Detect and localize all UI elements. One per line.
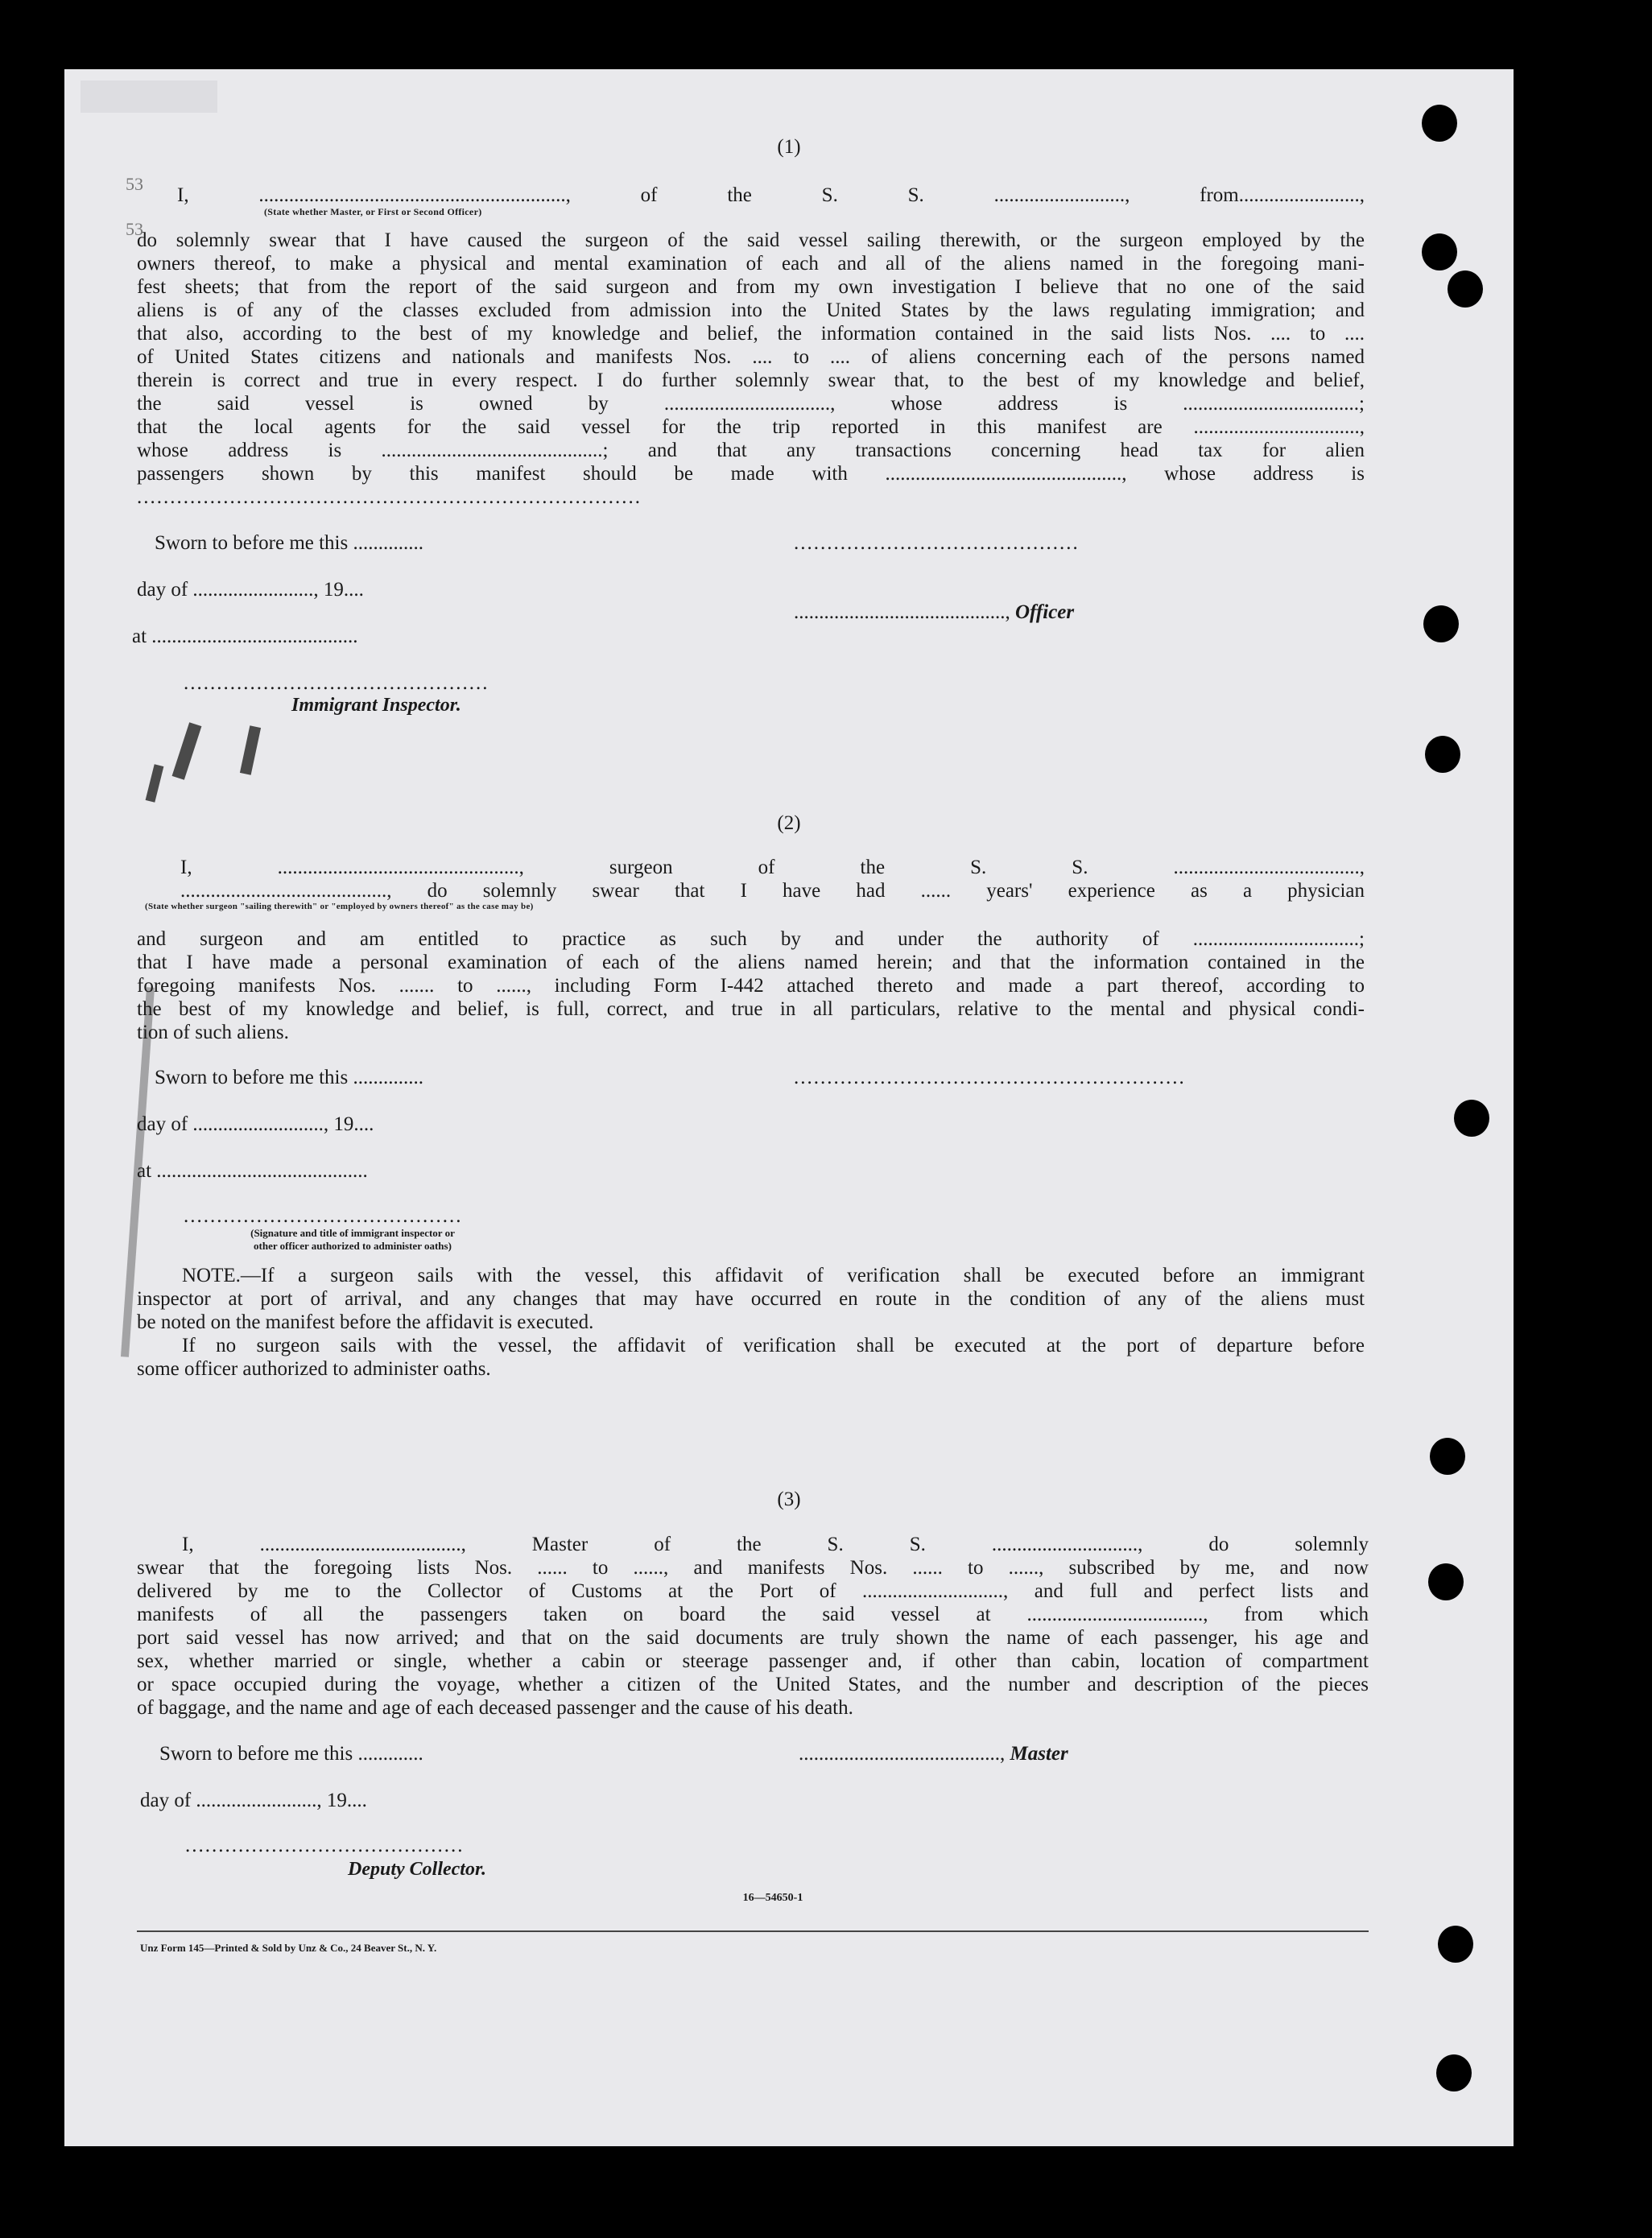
s1-line: owners thereof, to make a physical and mental examination of each and all of the aliens named in the foregoing mani- bbox=[137, 253, 1365, 275]
note-line: NOTE.—If a surgeon sails with the vessel, this affidavit of verification shall be executed before an immigrant bbox=[182, 1265, 1365, 1286]
s3-line: port said vessel has now arrived; and that on the said documents are truly shown the name of each passenger, his age and bbox=[137, 1627, 1369, 1649]
section-1-number: (1) bbox=[777, 136, 801, 158]
section-2-sub-caption: (State whether surgeon "sailing therewith" or "employed by owners thereof" as the case may be) bbox=[145, 902, 534, 911]
s1-line: whose address is ............................................; and that any transactions concerning head tax for alien bbox=[137, 440, 1365, 461]
section-2-at: at .......................................... bbox=[137, 1160, 368, 1182]
s1-line: fest sheets; that from the report of the said surgeon and from my own investigation I believe that no one of the said bbox=[137, 276, 1365, 298]
s3-line: I, ........................................, Master of the S. S. ............................., do solemnly bbox=[182, 1534, 1369, 1555]
officer-dots: .........................................., bbox=[794, 601, 1015, 623]
ink-smudge bbox=[172, 722, 202, 780]
s2-line: the best of my knowledge and belief, is full, correct, and true in all particulars, relative to the mental and physical condi- bbox=[137, 998, 1365, 1020]
s1-line: aliens is of any of the classes excluded from admission into the United States by the laws regulating immigration; and bbox=[137, 299, 1365, 321]
s2-line: tion of such aliens. bbox=[137, 1022, 289, 1043]
section-3-sworn: Sworn to before me this ............. bbox=[159, 1743, 423, 1765]
punch-hole bbox=[1423, 605, 1459, 642]
punch-hole bbox=[1430, 1438, 1465, 1475]
punch-hole bbox=[1428, 1563, 1464, 1600]
s1-line: the said vessel is owned by ................................., whose address is ...................................; bbox=[137, 393, 1365, 415]
section-1-day: day of ........................, 19.... bbox=[137, 579, 364, 601]
s2-line: and surgeon and am entitled to practice as such by and under the authority of .................................; bbox=[137, 928, 1365, 950]
s3-line: delivered by me to the Collector of Customs at the Port of ............................, and full and perfect lists and bbox=[137, 1580, 1369, 1602]
s1-line: therein is correct and true in every respect. I do further solemnly swear that, to the best of my knowledge and belief, bbox=[137, 370, 1365, 391]
ink-smudge bbox=[240, 725, 261, 775]
section-1-signature-dots: .............................................. bbox=[184, 672, 489, 694]
s1-line: do solemnly swear that I have caused the surgeon of the said vessel sailing therewith, or the surgeon employed by the bbox=[137, 229, 1365, 251]
punch-hole bbox=[1448, 270, 1483, 308]
s2-line: foregoing manifests Nos. ....... to ......, including Form I-442 attached thereto and made a part thereof, according to bbox=[137, 975, 1365, 997]
punch-hole bbox=[1425, 736, 1460, 773]
note-line: If no surgeon sails with the vessel, the affidavit of verification shall be executed at the port of departure before bbox=[182, 1335, 1365, 1356]
section-2-line-2: ........................................., do solemnly swear that I have had ...... years' experience as a physician bbox=[180, 880, 1365, 902]
note-line: some officer authorized to administer oaths. bbox=[137, 1358, 491, 1380]
section-3-number: (3) bbox=[777, 1489, 801, 1510]
form-code: 16—54650-1 bbox=[742, 1892, 803, 1904]
document-page bbox=[64, 69, 1514, 2146]
s1-line-dots: ............................................................................ bbox=[137, 486, 642, 508]
punch-hole bbox=[1454, 1100, 1489, 1137]
s3-line: sex, whether married or single, whether a cabin or steerage passenger and, if other than cabin, location of compartment bbox=[137, 1650, 1369, 1672]
margin-mark-2: 53 bbox=[126, 219, 143, 239]
faint-stamp bbox=[81, 81, 217, 113]
section-2-signature-caption-2: other officer authorized to administer oaths) bbox=[254, 1240, 452, 1252]
s3-line: or space occupied during the voyage, whether a citizen of the United States, and the number and description of the pieces bbox=[137, 1674, 1369, 1695]
section-2-sworn: Sworn to before me this .............. bbox=[155, 1067, 423, 1088]
section-1-sworn: Sworn to before me this .............. bbox=[155, 532, 423, 554]
section-1-sub-caption: (State whether Master, or First or Second Officer) bbox=[264, 206, 482, 217]
deputy-collector-label: Deputy Collector. bbox=[348, 1859, 486, 1880]
ink-smudge bbox=[146, 764, 164, 803]
section-1-line-1: I, ............................................................., of the S. S. .........................., from........................, bbox=[177, 184, 1365, 206]
immigrant-inspector-label: Immigrant Inspector. bbox=[291, 695, 461, 716]
master-dots: ........................................, bbox=[799, 1743, 1010, 1765]
section-2-number: (2) bbox=[777, 812, 801, 834]
section-2-day: day of .........................., 19.... bbox=[137, 1113, 374, 1135]
section-3-day: day of ........................, 19.... bbox=[140, 1790, 367, 1811]
margin-mark-1: 53 bbox=[126, 174, 143, 194]
master-label: Master bbox=[1010, 1743, 1068, 1765]
section-3-master-line bbox=[799, 1742, 1068, 1765]
s3-line: of baggage, and the name and age of each deceased passenger and the cause of his death. bbox=[137, 1697, 853, 1719]
s3-line: swear that the foregoing lists Nos. ...... to ......, and manifests Nos. ...... to ......, subscribed by me, and now bbox=[137, 1557, 1369, 1579]
note-line: be noted on the manifest before the affidavit is executed. bbox=[137, 1311, 594, 1333]
section-2-signature-caption-1: (Signature and title of immigrant inspector or bbox=[250, 1227, 455, 1239]
section-1-at: at ......................................... bbox=[132, 626, 358, 647]
footer-rule bbox=[137, 1930, 1369, 1932]
punch-hole bbox=[1438, 1926, 1473, 1963]
section-3-signature-dots: .......................................... bbox=[185, 1835, 465, 1856]
s1-line: of United States citizens and nationals and manifests Nos. .... to .... of aliens concerning each of the persons named bbox=[137, 346, 1365, 368]
punch-hole bbox=[1422, 105, 1457, 142]
s2-line: that I have made a personal examination of each of the aliens named herein; and that the information contained in the bbox=[137, 952, 1365, 973]
section-1-officer-line bbox=[794, 601, 1074, 624]
s1-line: that also, according to the best of my knowledge and belief, the information contained in the said lists Nos. .... to .... bbox=[137, 323, 1365, 345]
section-2-signature-dots-right: ........................................................... bbox=[794, 1067, 1186, 1088]
punch-hole bbox=[1436, 2054, 1472, 2091]
s1-line: passengers shown by this manifest should be made with ..............................................., whose address is bbox=[137, 463, 1365, 485]
s1-line: that the local agents for the said vessel for the trip reported in this manifest are ................................., bbox=[137, 416, 1365, 438]
note-line: inspector at port of arrival, and any changes that may have occurred en route in the condition of any of the aliens must bbox=[137, 1288, 1365, 1310]
section-2-signature-dots: .......................................... bbox=[184, 1205, 463, 1227]
section-2-line-1: I, ................................................, surgeon of the S. S. ....................................., bbox=[180, 857, 1365, 878]
s3-line: manifests of all the passengers taken on board the said vessel at ..................................., from which bbox=[137, 1604, 1369, 1625]
punch-hole bbox=[1422, 233, 1457, 270]
footer-imprint: Unz Form 145—Printed & Sold by Unz & Co., 24 Beaver St., N. Y. bbox=[140, 1942, 437, 1954]
section-1-officer-dots-1: ........................................... bbox=[794, 532, 1080, 554]
officer-label: Officer bbox=[1015, 601, 1075, 623]
